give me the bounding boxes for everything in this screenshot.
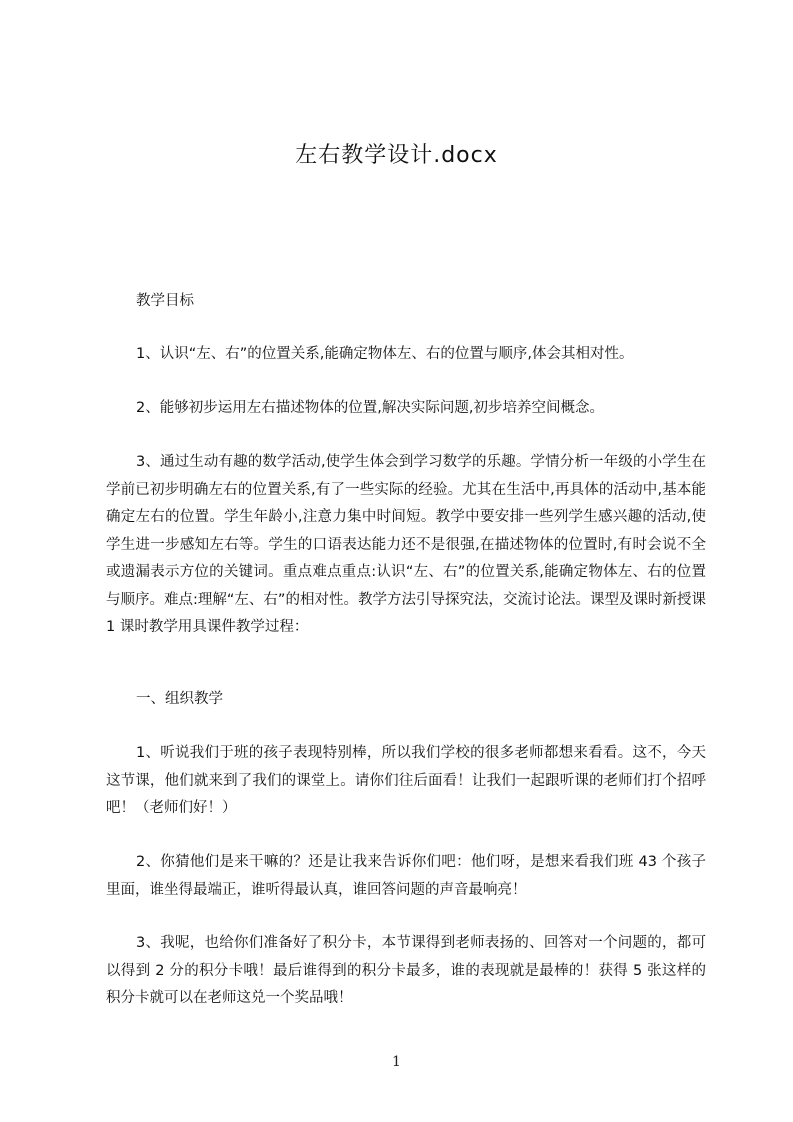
paragraph-section-organize-teaching: 一、组织教学 bbox=[136, 691, 223, 707]
paragraph-goal-1: 1、认识“左、右”的位置关系,能确定物体左、右的位置与顺序,体会其相对性。 bbox=[136, 346, 634, 362]
paragraph-teaching-goals-heading: 教学目标 bbox=[136, 293, 194, 309]
page-number: 1 bbox=[392, 1054, 401, 1070]
document-title: 左右教学设计.docx bbox=[295, 143, 498, 168]
paragraph-goal-3-analysis: 3、通过生动有趣的数学活动,使学生体会到学习数学的乐趣。学情分析一年级的小学生在学前已初步明确左右的位置关系,有了一些实际的经验。尤其在生活中,再具体的活动中,基本能确定左右的位置。学生年龄小,注意力集中时间短。教学中要安排一些列学生感兴趣的活动,使学生进一步感知左右等。学生的口语表达能力还不是很强,在描述物体的位置时,有时会说不全或遗漏表示方位的关键词。重点难点重点:认识“左、右”的位置关系,能确定物体左、右的位置与顺序。难点:理解“左、右”的相对性。教学方法引导探究法，交流讨论法。课型及课时新授课 1 课时教学用具课件教学过程： bbox=[106, 454, 706, 635]
paragraph-organize-3: 3、我呢，也给你们准备好了积分卡，本节课得到老师表扬的、回答对一个问题的，都可以得到 2 分的积分卡哦！最后谁得到的积分卡最多，谁的表现就是最棒的！获得 5 张这样的积分卡就可以在老师这兑一个奖品哦！ bbox=[106, 935, 706, 1006]
paragraph-goal-2: 2、能够初步运用左右描述物体的位置,解决实际问题,初步培养空间概念。 bbox=[136, 400, 604, 416]
paragraph-organize-1: 1、听说我们于班的孩子表现特别棒，所以我们学校的很多老师都想来看看。这不，今天这节课，他们就来到了我们的课堂上。请你们往后面看！让我们一起跟听课的老师们打个招呼吧！（老师们好！） bbox=[106, 745, 706, 816]
paragraph-organize-2: 2、你猜他们是来干嘛的？还是让我来告诉你们吧：他们呀，是想来看我们班 43 个孩子里面，谁坐得最端正，谁听得最认真，谁回答问题的声音最响亮！ bbox=[106, 854, 706, 898]
